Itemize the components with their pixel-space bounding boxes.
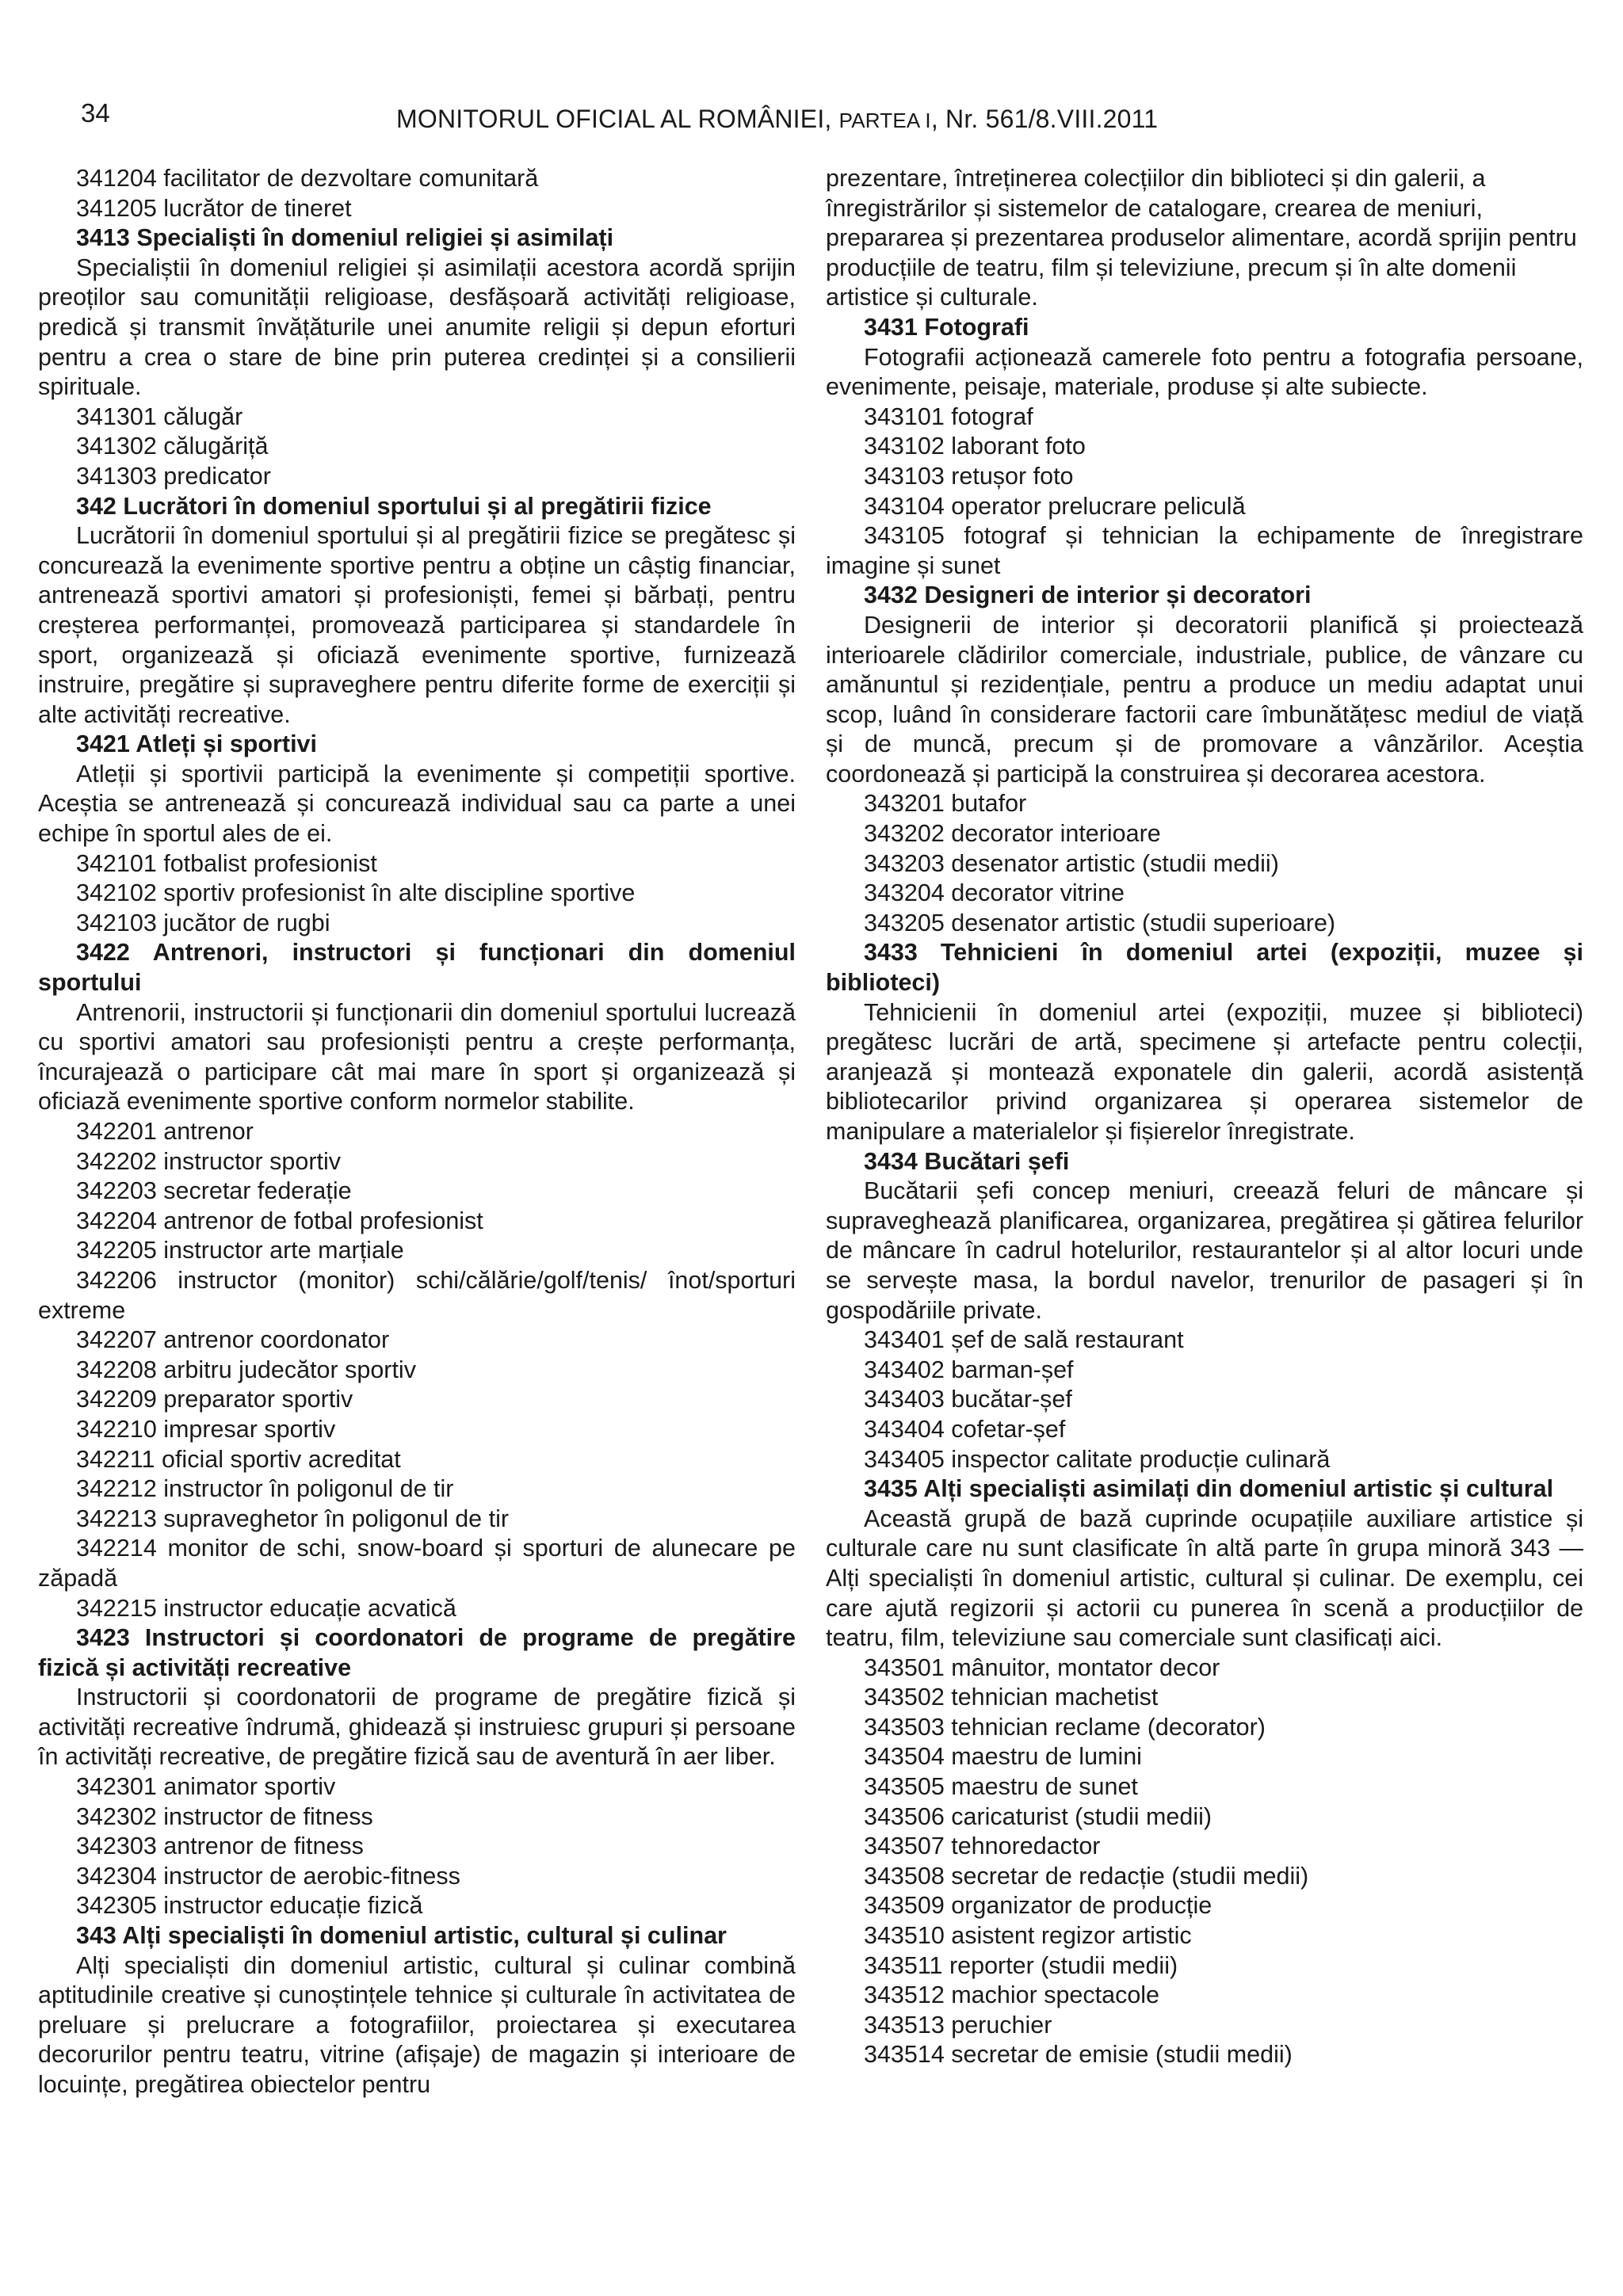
occupation-code-item: 343101 fotograf <box>864 402 1033 430</box>
occupation-code-item: 342213 supraveghetor în poligonul de tir <box>76 1505 510 1532</box>
occupation-code-item: 343506 caricaturist (studii medii) <box>864 1802 1212 1830</box>
occupation-code-item: 343505 maestru de sunet <box>864 1773 1138 1801</box>
section-heading: 3432 Designeri de interior și decoratori <box>864 582 1312 609</box>
occupation-code-item: 342103 jucător de rugbi <box>76 909 330 936</box>
occupation-code-item: 343202 decorator interioare <box>864 820 1161 848</box>
section-description: Fotografii acționează camerele foto pentru a fotografia persoane, evenimente, peisaje, materiale, produse și alte subiecte. <box>826 343 1583 401</box>
occupation-code-item: 341204 facilitator de dezvoltare comunitară <box>76 165 539 192</box>
section-description: Tehnicienii în domeniul artei (expoziții, muzee și biblioteci) pregătesc lucrări de artă, specimene și artefacte pentru colecții, aranjează și montează exponatele din galerii, acordă asistență bibliotecarilor privind organizarea și operarea sistemelor de manipulare a materialelor și fișierelor înregistrate. <box>826 998 1583 1145</box>
occupation-code-item: 342214 monitor de schi, snow-board și sporturi de alunecare pe zăpadă <box>38 1535 796 1592</box>
section-description: Atleții și sportivii participă la evenimente și competiții sportive. Aceștia se antrenează și concurează individual sau ca parte a unei echipe în sportul ales de ei. <box>38 760 796 848</box>
occupation-code-item: 343203 desenator artistic (studii medii) <box>864 849 1279 877</box>
occupation-code-item: 342303 antrenor de fitness <box>76 1833 364 1860</box>
right-column <box>826 164 1583 2070</box>
occupation-code-item: 343508 secretar de redacție (studii medii) <box>864 1862 1309 1890</box>
occupation-code-item: 342302 instructor de fitness <box>76 1802 373 1830</box>
section-heading: 3423 Instructori și coordonatori de programe de pregătire fizică și activități recreative <box>38 1624 796 1681</box>
occupation-code-item: 343204 decorator vitrine <box>864 879 1125 907</box>
left-column <box>38 164 796 2100</box>
page-number: 34 <box>81 98 110 128</box>
occupation-code-item: 343103 retușor foto <box>864 462 1074 490</box>
occupation-code-item: 342215 instructor educație acvatică <box>76 1594 456 1622</box>
occupation-code-item: 342304 instructor de aerobic-fitness <box>76 1862 460 1890</box>
occupation-code-item: 342202 instructor sportiv <box>76 1147 341 1175</box>
occupation-code-item: 342301 animator sportiv <box>76 1773 336 1801</box>
occupation-code-item: 343405 inspector calitate producție culinară <box>864 1445 1331 1473</box>
occupation-code-item: 342305 instructor educație fizică <box>76 1892 423 1920</box>
occupation-code-item: 342212 instructor în poligonul de tir <box>76 1475 454 1503</box>
publication-part: PARTEA I <box>838 109 931 132</box>
occupation-code-item: 341301 călugăr <box>76 402 243 430</box>
section-description: Alți specialiști din domeniul artistic, cultural și culinar combină aptitudinile creative și cunoștințele tehnice și culturale în activitatea de preluare și prelucrare a fotografiilor, proiectarea și executarea decorurilor pentru teatru, vitrine (afișaje) de magazin și interioare de locuințe, pregătirea obiectelor pentru <box>38 1951 796 2098</box>
occupation-code-item: 343403 bucătar-șef <box>864 1386 1072 1413</box>
section-description: Designerii de interior și decoratorii planifică și proiectează interioarele clădirilor comerciale, industriale, publice, de vânzare cu amănuntul și rezidențiale, pentru a produce un mediu adaptat unui scop, luând în considerare factorii care îmbunătățesc mediul de viață și de muncă, precum și de promovare a vânzărilor. Aceștia coordonează și participă la construirea și decorarea acestora. <box>826 611 1583 788</box>
occupation-code-item: 343102 laborant foto <box>864 433 1086 460</box>
occupation-code-item: 343510 asistent regizor artistic <box>864 1922 1192 1950</box>
publication-issue: , Nr. 561/8.VIII.2011 <box>930 105 1159 133</box>
occupation-code-item: 341302 călugăriță <box>76 433 269 460</box>
running-header <box>396 105 1158 134</box>
occupation-code-item: 342208 arbitru judecător sportiv <box>76 1356 416 1383</box>
section-heading: 3435 Alți specialiști asimilați din domeniul artistic și cultural <box>864 1475 1554 1503</box>
section-heading: 342 Lucrători în domeniul sportului și al pregătirii fizice <box>76 492 712 520</box>
occupation-code-item: 343402 barman-șef <box>864 1356 1074 1383</box>
section-description: Antrenorii, instructorii și funcționarii din domeniul sportului lucrează cu sportivi amatori sau profesioniști pentru a crește performanța, încurajează o participare cât mai mare în sport și organizează și oficiază evenimente sportive conform normelor stabilite. <box>38 998 796 1116</box>
occupation-code-item: 343512 machior spectacole <box>864 1981 1160 2009</box>
section-heading: 3433 Tehnicieni în domeniul artei (expoziții, muzee și biblioteci) <box>826 939 1583 997</box>
occupation-code-item: 342207 antrenor coordonator <box>76 1326 390 1354</box>
page-header <box>0 98 1623 138</box>
occupation-code-item: 341205 lucrător de tineret <box>76 194 352 222</box>
continued-paragraph: prezentare, întreținerea colecțiilor din biblioteci și din galerii, a înregistrărilor și sistemelor de catalogare, crearea de meniuri, prepararea și prezentarea produselor alimentare, acordă sprijin pentru producțiile de teatru, film și televiziune, precum și în alte domenii artistice și culturale. <box>826 165 1577 311</box>
occupation-code-item: 343504 maestru de lumini <box>864 1743 1142 1771</box>
occupation-code-item: 343401 șef de sală restaurant <box>864 1326 1184 1354</box>
occupation-code-item: 343201 butafor <box>864 790 1027 818</box>
occupation-code-item: 343104 operator prelucrare peliculă <box>864 492 1246 520</box>
occupation-code-item: 342209 preparator sportiv <box>76 1386 353 1413</box>
occupation-code-item: 343509 organizator de producție <box>864 1892 1212 1920</box>
occupation-code-item: 341303 predicator <box>76 462 271 490</box>
occupation-code-item: 343514 secretar de emisie (studii medii) <box>864 2041 1293 2069</box>
occupation-code-item: 342203 secretar federație <box>76 1177 352 1205</box>
occupation-code-item: 342201 antrenor <box>76 1118 254 1145</box>
section-description: Lucrătorii în domeniul sportului și al pregătirii fizice se pregătesc și concurează la evenimente sportive pentru a obține un câștig financiar, antrenează sportivi amatori și profesioniști, femei și bărbați, pentru creșterea performanței, promovează participarea și standardele în sport, organizează și oficiază evenimente sportive, furnizează instruire, pregătire și supraveghere pentru diferite forme de exerciții și alte activități recreative. <box>38 522 796 728</box>
section-heading: 3431 Fotografi <box>864 313 1029 341</box>
occupation-code-item: 343502 tehnician machetist <box>864 1684 1159 1711</box>
section-heading: 3434 Bucătari șefi <box>864 1147 1070 1175</box>
section-description: Specialiștii în domeniul religiei și asimilații acestora acordă sprijin preoților sau comunității religioase, desfășoară activități religioase, predică și transmit învățăturile unei anumite religii și depun eforturi pentru a crea o stare de bine prin puterea credinței și a consilierii spirituale. <box>38 254 796 401</box>
occupation-code-item: 342204 antrenor de fotbal profesionist <box>76 1207 483 1234</box>
occupation-code-item: 343404 cofetar-șef <box>864 1415 1066 1443</box>
occupation-code-item: 342205 instructor arte marțiale <box>76 1237 404 1264</box>
section-heading: 343 Alți specialiști în domeniul artistic, cultural și culinar <box>76 1922 727 1950</box>
occupation-code-item: 343105 fotograf și tehnician la echipamente de înregistrare imagine și sunet <box>826 522 1583 579</box>
occupation-code-item: 342211 oficial sportiv acreditat <box>76 1445 401 1473</box>
occupation-code-item: 343503 tehnician reclame (decorator) <box>864 1713 1266 1741</box>
occupation-code-item: 342102 sportiv profesionist în alte discipline sportive <box>76 879 636 907</box>
section-description: Instructorii și coordonatorii de programe de pregătire fizică și activități recreative îndrumă, ghidează și instruiesc grupuri și persoane în activități recreative, de pregătire fizică sau de aventură în aer liber. <box>38 1684 796 1771</box>
section-heading: 3422 Antrenori, instructori și funcționari din domeniul sportului <box>38 939 796 997</box>
occupation-code-item: 343507 tehnoredactor <box>864 1833 1101 1860</box>
section-description: Această grupă de bază cuprinde ocupațiile auxiliare artistice și culturale care nu sunt clasificate în altă parte în grupa minoră 343 — Alți specialiști în domeniul artistic, cultural și culinar. De exemplu, cei care ajută regizorii și actorii cu punerea în scenă a producțiilor de teatru, film, televiziune sau comerciale sunt clasificați aici. <box>826 1505 1583 1652</box>
occupation-code-item: 343205 desenator artistic (studii superioare) <box>864 909 1336 936</box>
occupation-code-item: 343501 mânuitor, montator decor <box>864 1653 1220 1681</box>
occupation-code-item: 342206 instructor (monitor) schi/călărie/golf/tenis/ înot/sporturi extreme <box>38 1266 796 1324</box>
section-heading: 3421 Atleți și sportivi <box>76 730 317 758</box>
occupation-code-item: 343511 reporter (studii medii) <box>864 1951 1178 1979</box>
section-heading: 3413 Specialiști în domeniul religiei și asimilați <box>76 224 614 252</box>
publication-title: MONITORUL OFICIAL AL ROMÂNIEI, <box>396 105 839 133</box>
occupation-code-item: 342210 impresar sportiv <box>76 1415 336 1443</box>
occupation-code-item: 343513 peruchier <box>864 2011 1052 2039</box>
section-description: Bucătarii șefi concep meniuri, creează feluri de mâncare și supraveghează planificarea, organizarea, pregătirea și gătirea felurilor de mâncare în cadrul hotelurilor, restaurantelor și al altor locuri unde se servește masa, la bordul navelor, trenurilor de pasageri și în gospodăriile private. <box>826 1177 1583 1324</box>
occupation-code-item: 342101 fotbalist profesionist <box>76 849 377 877</box>
